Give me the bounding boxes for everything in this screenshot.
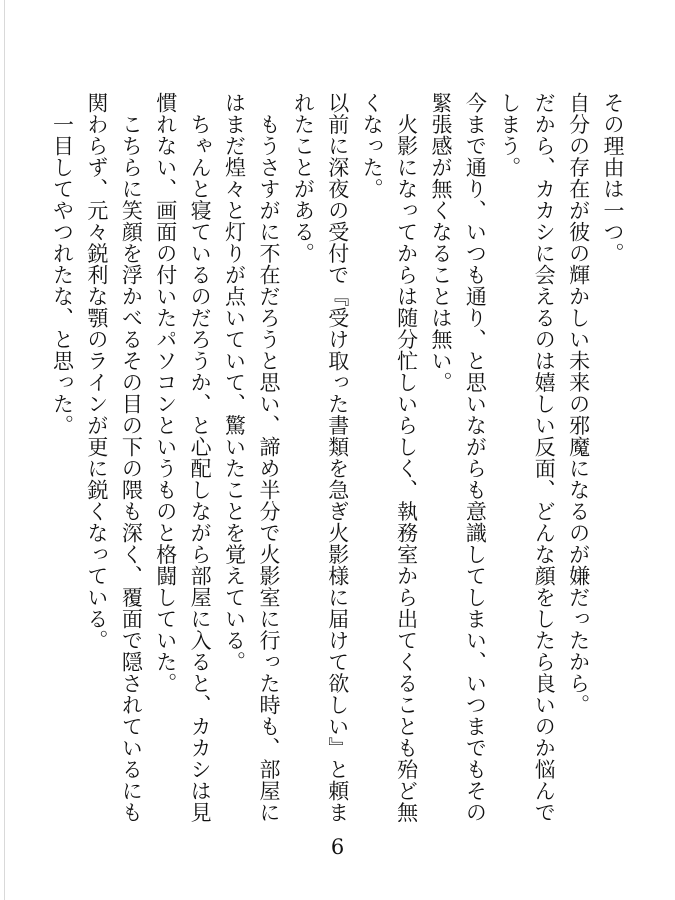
paragraph: 以前に深夜の受付で『受け取った書類を急ぎ火影様に届けて欲しい』と頼まれたことがある。 — [291, 92, 350, 823]
page-edge-divider — [4, 0, 5, 900]
paragraph: 一目してやつれたな、と思った。 — [50, 92, 75, 436]
paragraph: 自分の存在が彼の輝かしい未来の邪魔になるのが嫌だったから。 — [566, 92, 591, 716]
page-number: 6 — [330, 835, 345, 859]
paragraph: だから、カカシに会えるのは嬉しい反面、どんな顔をしたら良いのか悩んでしまう。 — [497, 92, 557, 823]
paragraph: こちらに笑顔を浮かべるその目の下の隈も深く、覆面で隠されているにも関わらず、元々鋭利な顎のラインが更に鋭くなっている。 — [84, 92, 144, 823]
paragraph: ちゃんと寝ているのだろうか、と心配しながら部屋に入ると、カカシは見慣れない、画面の付いたパソコンというものと格闘していた。 — [153, 92, 213, 823]
paragraph: 今まで通り、いつも通り、と思いながらも意識してしまい、いつまでもその緊張感が無くなることは無い。 — [428, 92, 488, 823]
paragraph: もうさすがに不在だろうと思い、諦め半分で火影室に行った時も、部屋にはまだ煌々と灯りが点いていて、驚いたことを覚えている。 — [222, 92, 281, 823]
vertical-text-body — [45, 92, 630, 844]
paragraph: 火影になってからは随分忙しいらしく、執務室から出てくることも殆ど無くなった。 — [360, 92, 419, 823]
paragraph: その理由は一つ。 — [601, 92, 625, 264]
